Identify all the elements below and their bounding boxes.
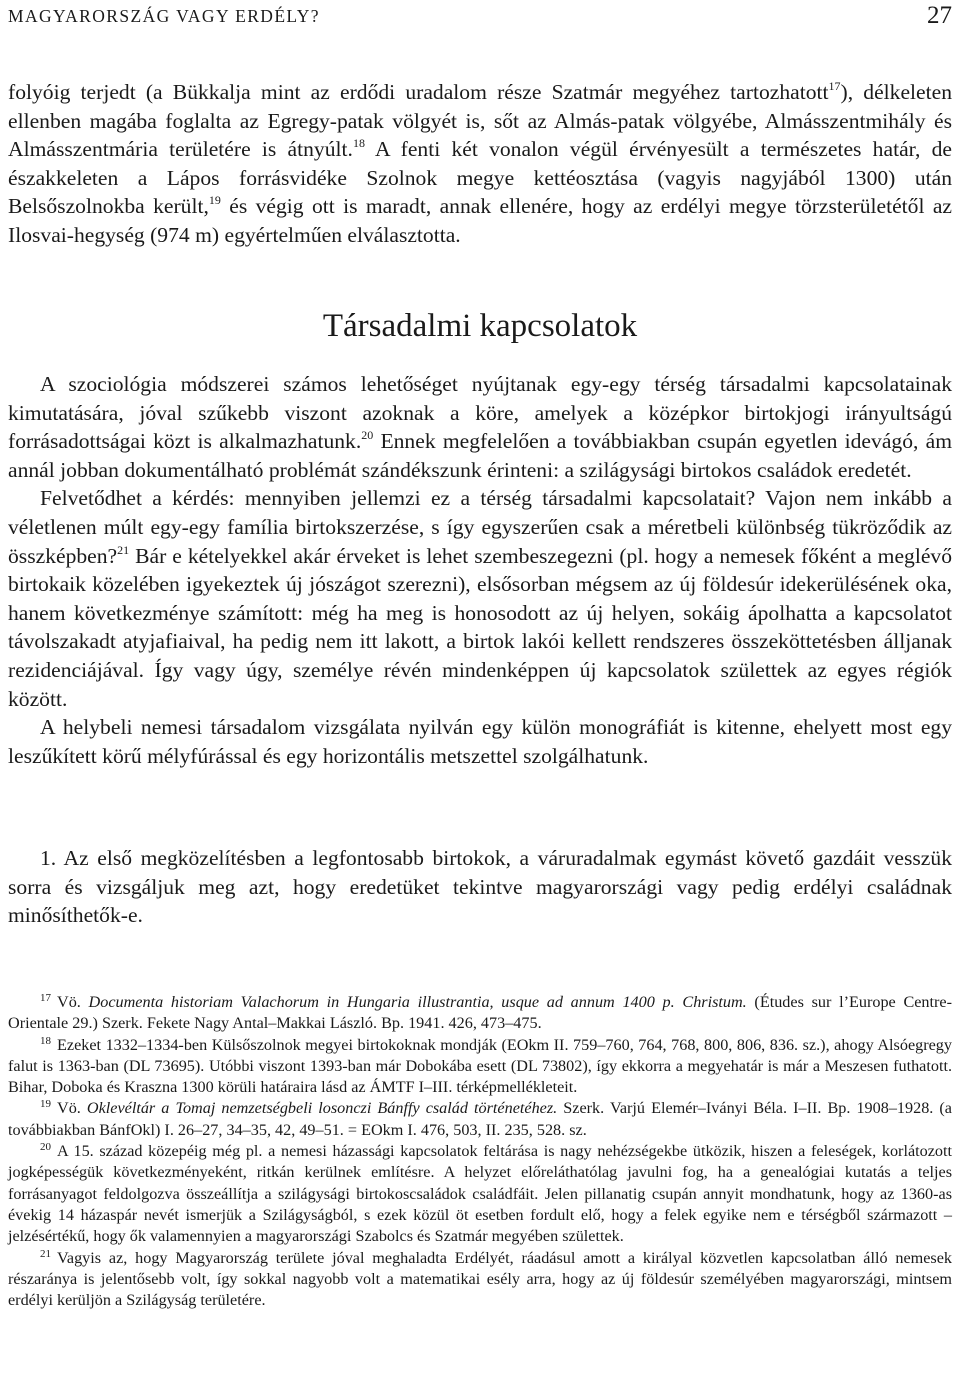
footnote-ref-20: 20 <box>361 428 374 443</box>
footnote-20 <box>8 1141 952 1247</box>
footnote-19 <box>8 1098 952 1141</box>
footnote-text: (Études sur l’Europe Centre-Orientale 29.) Szerk. Fekete Nagy Antal–Makkai László. Bp. 1941. 426, 473–475. <box>8 993 952 1033</box>
intro-paragraph <box>8 78 952 250</box>
section-paragraph-3: A helybeli nemesi társadalom vizsgálata nyilván egy külön monográfiát is kitenne, ehelyett most egy leszűkített körű mélyfúrással és egy horizontális metszettel szolgálhatunk. <box>8 715 952 768</box>
footnote-text: Vö. <box>57 1099 87 1118</box>
footnote-italic-title: Oklevéltár a Tomaj nemzetségbeli losonczi Bánffy család történetéhez. <box>86 1099 558 1118</box>
footnote-ref-17: 17 <box>828 79 841 93</box>
page-number: 27 <box>927 2 952 29</box>
intro-text <box>8 78 952 250</box>
footnote-ref-21: 21 <box>117 542 130 557</box>
running-title: MAGYARORSZÁG VAGY ERDÉLY? <box>8 6 320 26</box>
footnote-18 <box>8 1035 952 1099</box>
section-paragraph-1 <box>8 370 952 484</box>
section-p1-text-b: Ennek megfelelően a továbbiakban csupán egyetlen idevágó, ám annál jobban dokumentálható problémát szándékszunk érinteni: a szilágysági birtokos családok eredetét. <box>8 429 952 482</box>
intro-text-2: ), délkeleten ellenben magába foglalta az Egregy-patak völgyét is, sőt az Almás-patak völgyébe, Almásszentmihály és Almásszentmária területére is átnyúlt. <box>8 80 952 162</box>
footnote-number: 18 <box>40 1034 51 1047</box>
running-head <box>8 2 952 28</box>
footnote-ref-18: 18 <box>352 136 365 151</box>
section-heading: Társadalmi kapcsolatok <box>322 308 638 344</box>
footnote-ref-19: 19 <box>208 193 221 208</box>
footnote-17 <box>8 992 952 1035</box>
footnote-text: Szerk. Varjú Elemér–Iványi Béla. I–II. Bp. 1908–1928. (a továbbiakban BánfOkl) I. 26–27, 34–35, 42, 49–51. = EOkm I. 476, 503, II. 235, 528. sz. <box>8 1099 952 1139</box>
section-body <box>8 370 952 770</box>
footnote-italic-title: Documenta historiam Valachorum in Hungaria illustrantia, usque ad annum 1400 p. Christum. <box>88 993 747 1011</box>
footnote-21 <box>8 1248 952 1312</box>
list-item-1: 1. Az első megközelítésben a legfontosabb birtokok, a váruradalmak egymást követő gazdáit vesszük sorra és vizsgáljuk meg azt, hogy eredetüket tekintve magyarországi vagy pedig erdélyi családnak minősíthetők-e. <box>8 846 952 928</box>
footnote-text: Ezeket 1332–1334-ben Külsőszolnok megyei birtokoknak mondják (EOkm II. 759–760, 764, 768, 800, 806, 836. sz.), ahogy Alsóegregy falut is 1363-ban (DL 73695). Utóbbi viszont 1393-ban már Dobokába esett (DL 73802), így ekkorra a megyehatár is már a Meszesen futhatott. Bihar, Doboka és Kraszna 1300 körüli határaira lásd az ÁMTF I–III. térképmellékleteit. <box>8 1035 952 1097</box>
intro-text-4: és végig ott is maradt, annak ellenére, hogy az erdélyi megye törzsterületétől az Ilosvai-hegység (974 m) egyértelműen elválasztotta. <box>8 194 952 247</box>
footnote-number: 17 <box>40 992 51 1004</box>
footnote-number: 20 <box>40 1141 51 1154</box>
numbered-list <box>8 844 952 930</box>
section-p1-text-a: A szociológia módszerei számos lehetőséget nyújtanak egy-egy térség társadalmi kapcsolatainak kimutatására, jóval szűkebb viszont azoknak a köre, amelyek a középkor birtokjogi irányultságú forrásadottságai közt is alkalmazhatunk. <box>8 372 952 454</box>
intro-text-1: folyóig terjedt (a Bükkalja mint az erdődi uradalom része Szatmár megyéhez tartozhatott <box>8 80 829 104</box>
section-paragraph-2 <box>8 484 952 713</box>
section-p2-text-b: Bár e kételyekkel akár érveket is lehet szembeszegezni (pl. hogy a nemesek főként a meglévő birtokaik közelében igyekeztek új jószágot szerezni), elsősorban mégsem az új földesúr idekerülésének oka, hanem következménye számított: még ha meg is honosodott az új helyen, sokáig ápolhatta a kapcsolatot távolszakadt atyjafiaival, ha pedig nem itt lakott, a birtok lakói kellett rendszeres összeköttetésben álljanak rezidenciájával. Így vagy úgy, személye révén mindenképpen új kapcsolatok születtek az egyes régiók között. <box>8 543 952 711</box>
section-p2-text-a: Felvetődhet a kérdés: mennyiben jellemzi ez a térség társadalmi kapcsolatait? Vajon nem inkább a véletlenen múlt egy-egy família birtokszerzése, s így egyszerűen csak a méretbeli különbség tükröződik az összképben? <box>8 486 952 568</box>
footnote-text: Vagyis az, hogy Magyarország területe jóval meghaladta Erdélyét, ráadásul amott a királyal közvetlen kapcsolatban álló nemesek részaránya is jelentősebb volt, így sokkal nagyobb volt a matematikai esély arra, hogy az új földesúr személyében magyarországi, mintsem erdélyi kerüljön a Szilágyság területére. <box>8 1248 952 1310</box>
footnote-number: 19 <box>40 1098 51 1111</box>
footnote-number: 21 <box>40 1247 51 1260</box>
footnotes <box>8 992 952 1311</box>
footnote-text: A 15. század közepéig még pl. a nemesi házassági kapcsolatok feltárása is nagy nehézségekbe ütközik, hiszen a feleségek, korlátozott jogképességük következményeként, ritkán kerülnek említésre. A helyzet előreláthatólag javulni fog, ha a genealógiai kutatás a teljes forrásanyagot feldolgozva összeállítja a szilágysági birtokoscsaládok családfáit. Jelen pillanatig csupán annyit mondhatunk, hogy az 1360-as évekig 14 házaspár nevét ismerjük a Szilágyságból, s ezek közül öt esetben fordult elő, hogy a felek egyike nem e térségből származott – jelzésértékű, hogy ők valamennyien a magyarországi Szabolcs és Szatmár megyében születtek. <box>8 1142 952 1246</box>
footnote-text: Vö. <box>57 993 89 1011</box>
intro-text-3: A fenti két vonalon végül érvényesült a természetes határ, de északkeleten a Lápos forrásvidéke Szolnok megye kettéosztása (vagyis nagyjából 1300) után Belsőszolnokba került, <box>8 137 953 219</box>
